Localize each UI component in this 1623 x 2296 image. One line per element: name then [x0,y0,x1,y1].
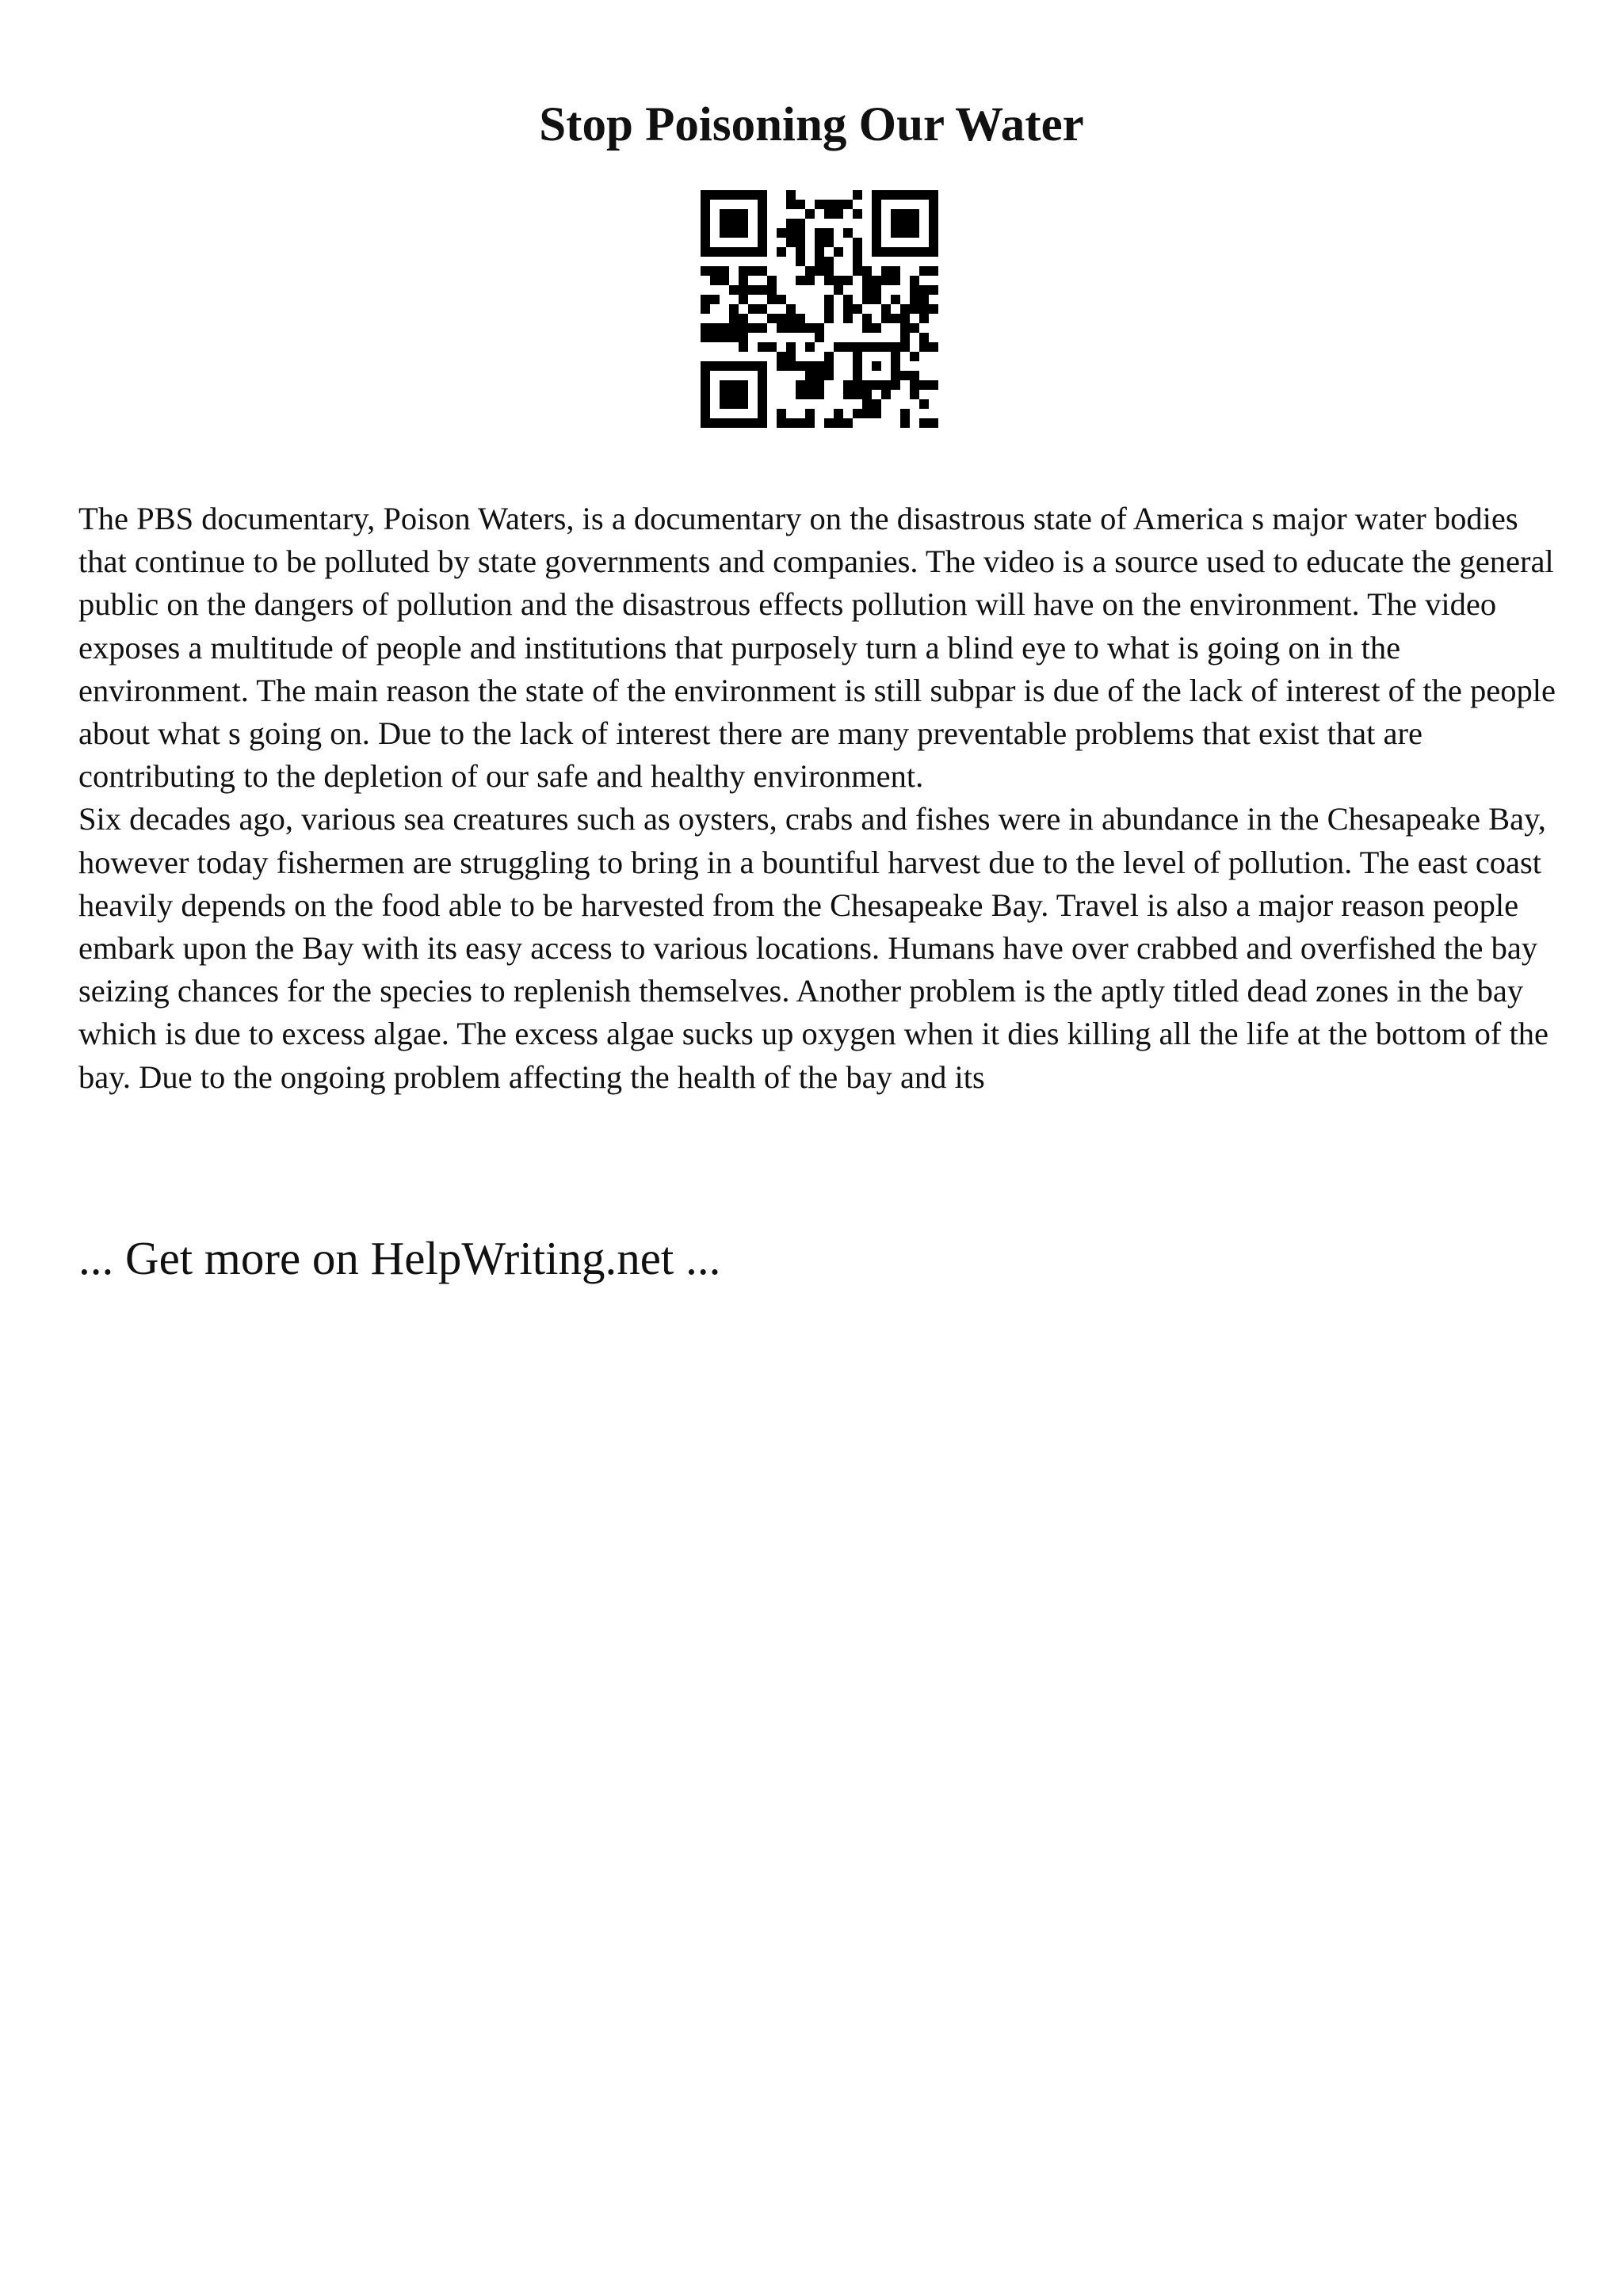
paragraph: Six decades ago, various sea creatures such as oysters, crabs and fishes were in abundance in the Chesapeake Bay, however today fishermen are struggling to bring in a bountiful harvest due to the level of pollution. The east coast heavily depends on the food able to be harvested from the Chesapeake Bay. Travel is also a major reason people embark upon the Bay with its easy access to various locations. Humans have over crabbed and overfished the bay seizing chances for the species to replenish themselves. Another problem is the aptly titled dead zones in the bay which is due to excess algae. The excess algae sucks up oxygen when it dies killing all the life at the bottom of the bay. Due to the ongoing problem affecting the health of the bay and its [78,801,1549,1095]
qr-code-icon[interactable] [701,190,938,428]
paragraph: The PBS documentary, Poison Waters, is a documentary on the disastrous state of America s major water bodies that continue to be polluted by state governments and companies. The video is a source used to educate the general public on the dangers of pollution and the disastrous effects pollution will have on the environment. The video exposes a multitude of people and institutions that purposely turn a blind eye to what is going on in the environment. The main reason the state of the environment is still subpar is due of the lack of interest of the people about what s going on. Due to the lack of interest there are many preventable problems that exist that are contributing to the depletion of our safe and healthy environment. [78,501,1556,795]
essay-body [78,498,1568,1099]
get-more-link[interactable]: ... Get more on HelpWriting.net ... [78,1232,721,1284]
page-title: Stop Poisoning Our Water [539,98,1084,151]
